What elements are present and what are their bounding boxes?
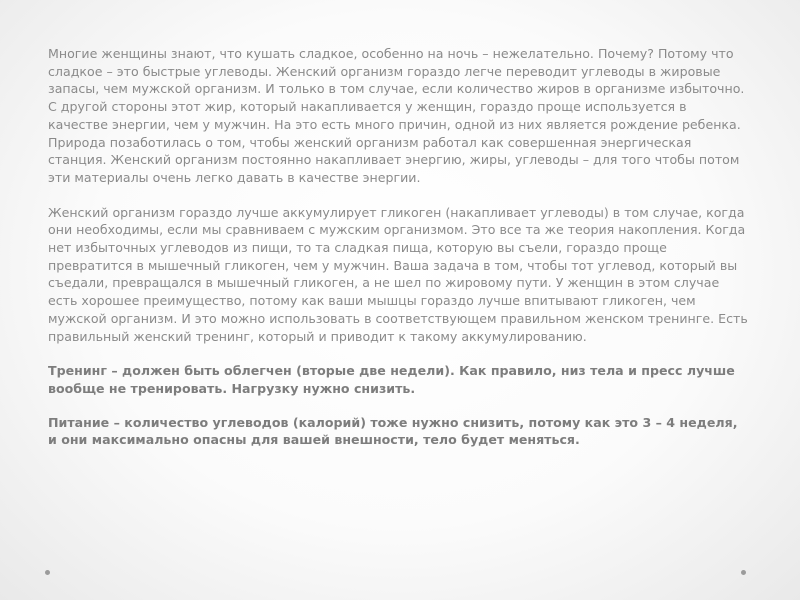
paragraph-training: Тренинг – должен быть облегчен (вторые две недели). Как правило, низ тела и пресс лучше вообще не тренировать. Нагрузку нужно снизить. [48,363,735,396]
paragraph-glycogen: Женский организм гораздо лучше аккумулирует гликоген (накапливает углеводы) в том случае, когда они необходимы, если мы сравниваем с мужским организмом. Это все та же теория накопления. Когда нет избыточных углеводов из пищи, то та сладкая пища, которую вы съели, гораздо проще превратится в мышечный гликоген, чем у мужчин. Ваша задача в том, чтобы тот углевод, который вы съедали, превращался в мышечный гликоген, а не шел по жировому пути. У женщин в этом случае есть хорошее преимущество, потому как ваши мышцы гораздо лучше впитывают гликоген, чем мужской организм. И это можно использовать в соответствующем правильном женском тренинге. Есть правильный женский тренинг, который и приводит к такому аккумулированию. [48,204,748,344]
corner-dot-left [45,570,50,575]
corner-dot-right [741,570,746,575]
slide-text-block [48,45,748,465]
paragraph-nutrition: Питание – количество углеводов (калорий) тоже нужно снизить, потому как это 3 – 4 неделя, и они максимально опасны для вашей внешности, тело будет меняться. [48,414,738,448]
paragraph-sweets-and-fat: Многие женщины знают, что кушать сладкое, особенно на ночь – нежелательно. Почему? Потому что сладкое – это быстрые углеводы. Женский организм гораздо легче переводит углеводы в жировые запасы, чем мужской организм. И только в том случае, если количество жиров в организме избыточно. С другой стороны этот жир, который накапливается у женщин, гораздо проще используется в качестве энергии, чем у мужчин. На это есть много причин, одной из них является рождение ребенка. Природа позаботилась о том, чтобы женский организм работал как совершенная энергическая станция. Женский организм постоянно накапливает энергию, жиры, углеводы – для того чтобы потом эти материалы очень легко давать в качестве энергии. [48,46,745,185]
